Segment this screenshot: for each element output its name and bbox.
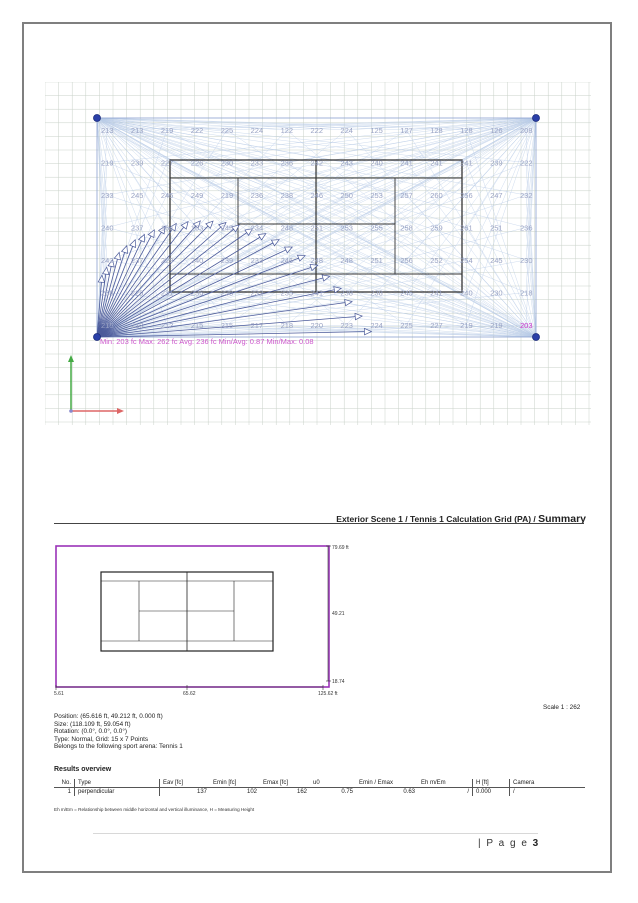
grid-value: 233 <box>250 256 264 265</box>
grid-value: 260 <box>430 191 443 200</box>
grid-value: 208 <box>520 126 533 135</box>
grid-value: 223 <box>340 321 353 330</box>
grid-value: 245 <box>130 191 144 200</box>
col-header-emin-emax: Emin / Emax <box>356 779 418 788</box>
report-title-summary: Summary <box>538 513 586 525</box>
origin-point <box>69 409 73 413</box>
grid-value: 241 <box>430 288 443 298</box>
grid-value: 241 <box>430 158 443 168</box>
grid-value: 230 <box>220 158 234 168</box>
grid-value: 236 <box>190 288 204 298</box>
grid-value: 219 <box>220 191 234 200</box>
grid-value: 242 <box>101 256 114 265</box>
cell-eav: 137 <box>160 788 211 797</box>
col-header-h: H [ft] <box>473 779 510 788</box>
grid-value: 127 <box>400 126 413 135</box>
results-overview-title: Results overview <box>54 766 112 773</box>
grid-value: 241 <box>460 158 473 168</box>
grid-value: 252 <box>430 256 443 265</box>
light-ray <box>466 293 536 338</box>
y-axis-arrowhead <box>68 355 74 362</box>
grid-value: 251 <box>490 223 503 233</box>
grid-value: 246 <box>280 256 294 265</box>
grid-value: 203 <box>520 321 533 330</box>
grid-value: 245 <box>400 288 413 298</box>
court-plan <box>40 540 350 700</box>
grid-value: 126 <box>490 126 503 135</box>
grid-value: 241 <box>310 288 324 298</box>
arrow-head <box>114 252 120 260</box>
grid-value: 246 <box>310 191 324 200</box>
grid-value: 259 <box>430 223 443 233</box>
grid-info-block <box>54 713 183 751</box>
report-title-prefix: Exterior Scene 1 / Tennis 1 Calculation Grid (PA) / <box>336 514 536 524</box>
light-ray <box>97 118 167 163</box>
grid-value: 215 <box>101 321 114 330</box>
grid-value: 253 <box>370 191 383 200</box>
grid-value: 236 <box>250 191 264 200</box>
page-footer <box>478 838 540 849</box>
cell-type: perpendicular <box>75 788 160 797</box>
light-ray <box>466 118 536 163</box>
grid-value: 232 <box>250 288 264 298</box>
grid-value: 236 <box>520 223 533 233</box>
table-row <box>54 788 585 797</box>
report-title-rule <box>54 523 584 524</box>
luminaire-point <box>94 115 101 122</box>
results-table <box>54 779 585 796</box>
grid-value: 237 <box>130 223 144 233</box>
grid-value: 254 <box>460 256 473 265</box>
col-header-eav: Eav [fc] <box>160 779 211 788</box>
light-ray <box>97 118 287 163</box>
grid-value: 251 <box>370 256 383 265</box>
grid-value: 125 <box>370 126 383 135</box>
grid-value: 230 <box>490 288 503 298</box>
col-header-no: No. <box>54 779 75 788</box>
grid-stats-line: Min: 203 fc Max: 262 fc Avg: 236 fc Min/Avg: 0.87 Min/Max: 0.08 <box>100 337 314 346</box>
grid-value: 232 <box>520 191 533 200</box>
grid-value: 164 <box>160 223 174 233</box>
grid-value: 238 <box>280 191 294 200</box>
grid-value: 239 <box>130 158 144 168</box>
grid-value: 128 <box>460 126 473 135</box>
results-header-row <box>54 779 585 788</box>
grid-value: 245 <box>220 223 234 233</box>
light-ray <box>97 118 466 260</box>
info-arena: Belongs to the following sport arena: Tennis 1 <box>54 743 183 751</box>
grid-value: 230 <box>520 256 533 265</box>
info-type: Type: Normal, Grid: 15 x 7 Points <box>54 735 149 743</box>
grid-value: 261 <box>460 223 473 233</box>
grid-value: 219 <box>490 321 503 330</box>
grid-value: 240 <box>190 256 204 265</box>
light-ray <box>287 195 536 337</box>
grid-value: 219 <box>101 158 114 168</box>
table-footnote: Eh m/Em = Relationship between middle horizontal and vertical illuminance, H = Measuring Height <box>54 807 255 812</box>
cell-emin-emax: 0.63 <box>403 789 415 795</box>
grid-value: 248 <box>340 256 353 265</box>
col-header-emax: Emax [fc] <box>260 779 310 788</box>
grid-value: 213 <box>130 126 144 135</box>
grid-value: 218 <box>520 288 533 298</box>
grid-value: 215 <box>190 321 204 330</box>
grid-value: 217 <box>250 321 264 330</box>
grid-value: 128 <box>430 126 443 135</box>
grid-svg <box>45 82 591 425</box>
grid-value: 239 <box>490 158 503 168</box>
grid-value: 227 <box>430 321 443 330</box>
grid-value: 248 <box>280 223 294 233</box>
grid-value: 227 <box>160 158 174 168</box>
grid-value: 222 <box>190 126 204 135</box>
grid-value: 224 <box>370 321 383 330</box>
grid-value: 213 <box>130 321 144 330</box>
grid-value: 257 <box>400 191 413 200</box>
grid-value: 219 <box>160 126 174 135</box>
grid-value: 251 <box>310 223 324 233</box>
scale-label: Scale 1 : 262 <box>543 704 581 711</box>
luminaire-point <box>533 334 540 341</box>
grid-value: 233 <box>250 158 264 168</box>
luminaire-point <box>533 115 540 122</box>
grid-value: 225 <box>400 321 413 330</box>
col-header-type: Type <box>75 779 160 788</box>
grid-value: 238 <box>101 288 114 298</box>
grid-value: 234 <box>250 223 264 233</box>
y-tick-top: 79.69 ft <box>332 545 349 551</box>
y-tick-mid: 49.21 <box>332 611 345 617</box>
grid-value: 224 <box>340 126 353 135</box>
cell-emin: 102 <box>246 789 257 795</box>
grid-value: 247 <box>490 191 503 200</box>
cell-ehm-em: / <box>467 789 469 795</box>
arrow-head <box>139 234 145 242</box>
grid-value: 218 <box>280 321 294 330</box>
grid-value: 226 <box>190 158 204 168</box>
grid-value: 245 <box>490 256 503 265</box>
arrow-head <box>103 267 109 274</box>
grid-value: 248 <box>310 256 324 265</box>
grid-value: 233 <box>101 191 114 200</box>
x-tick-right: 125.62 ft <box>318 691 338 697</box>
grid-value: 222 <box>520 158 533 168</box>
grid-value: 240 <box>460 288 473 298</box>
grid-value: 240 <box>101 223 114 233</box>
axis-gizmo <box>68 355 124 414</box>
info-size: Size: (118.109 ft, 59.054 ft) <box>54 720 131 728</box>
cell-h: 0.000 <box>473 788 510 797</box>
grid-value: 243 <box>340 158 353 168</box>
x-tick-left: 5.61 <box>54 691 64 697</box>
grid-value: 239 <box>220 256 234 265</box>
x-axis-arrowhead <box>117 408 124 414</box>
grid-value: 235 <box>280 288 294 298</box>
court-plan-lines <box>101 572 273 651</box>
grid-value: 213 <box>101 126 114 135</box>
grid-value: 238 <box>220 288 234 298</box>
footer-rule <box>93 833 538 834</box>
grid-value: 236 <box>280 158 294 168</box>
page-label: | P a g e <box>478 838 529 849</box>
grid-value: 253 <box>340 223 353 233</box>
grid-value: 220 <box>310 321 324 330</box>
calculation-grid-figure <box>45 82 591 425</box>
page-number: 3 <box>532 838 540 849</box>
y-tick-bottom: 18.74 <box>332 679 345 685</box>
grid-value: 215 <box>220 321 234 330</box>
light-ray <box>167 195 536 337</box>
grid-value: 242 <box>310 158 324 168</box>
grid-value: 122 <box>280 126 294 135</box>
grid-value: 212 <box>160 321 174 330</box>
calculation-area-boundary <box>56 546 329 687</box>
grid-value: 256 <box>400 256 413 265</box>
cell-emax: 162 <box>296 789 307 795</box>
x-tick-mid: 65.62 <box>183 691 196 697</box>
cell-u0: 0.75 <box>341 789 353 795</box>
grid-value: 249 <box>190 191 204 200</box>
grid-value: 258 <box>400 223 413 233</box>
grid-value: 238 <box>340 288 353 298</box>
cell-no: 1 <box>67 789 71 795</box>
grid-value: 224 <box>250 126 264 135</box>
grid-value: 256 <box>460 191 473 200</box>
arrow-head <box>130 240 136 248</box>
grid-value: 219 <box>460 321 473 330</box>
grid-value: 241 <box>400 158 413 168</box>
grid-value: 231 <box>160 288 174 298</box>
grid-value: 229 <box>160 256 174 265</box>
grid-value: 163 <box>190 223 204 233</box>
grid-value: 255 <box>370 223 383 233</box>
info-rotation: Rotation: (0.0°, 0.0°, 0.0°) <box>54 728 128 736</box>
col-header-u0: u0 <box>310 779 356 788</box>
grid-value: 250 <box>340 191 353 200</box>
grid-value: 238 <box>370 288 383 298</box>
grid-value: 222 <box>310 126 324 135</box>
col-header-ehm-em: Eh m/Em <box>418 779 473 788</box>
cell-camera: / <box>510 788 586 797</box>
grid-value: 237 <box>130 256 144 265</box>
info-position: Position: (65.616 ft, 49.212 ft, 0.000 ft) <box>54 713 163 720</box>
grid-value: 240 <box>370 158 383 168</box>
arrow-head <box>122 246 128 254</box>
arrow-head <box>285 247 293 253</box>
grid-value: 245 <box>160 191 174 200</box>
grid-value: 229 <box>130 288 144 298</box>
col-header-camera: Camera <box>510 779 586 788</box>
col-header-emin: Emin [fc] <box>210 779 260 788</box>
grid-value: 225 <box>220 126 234 135</box>
